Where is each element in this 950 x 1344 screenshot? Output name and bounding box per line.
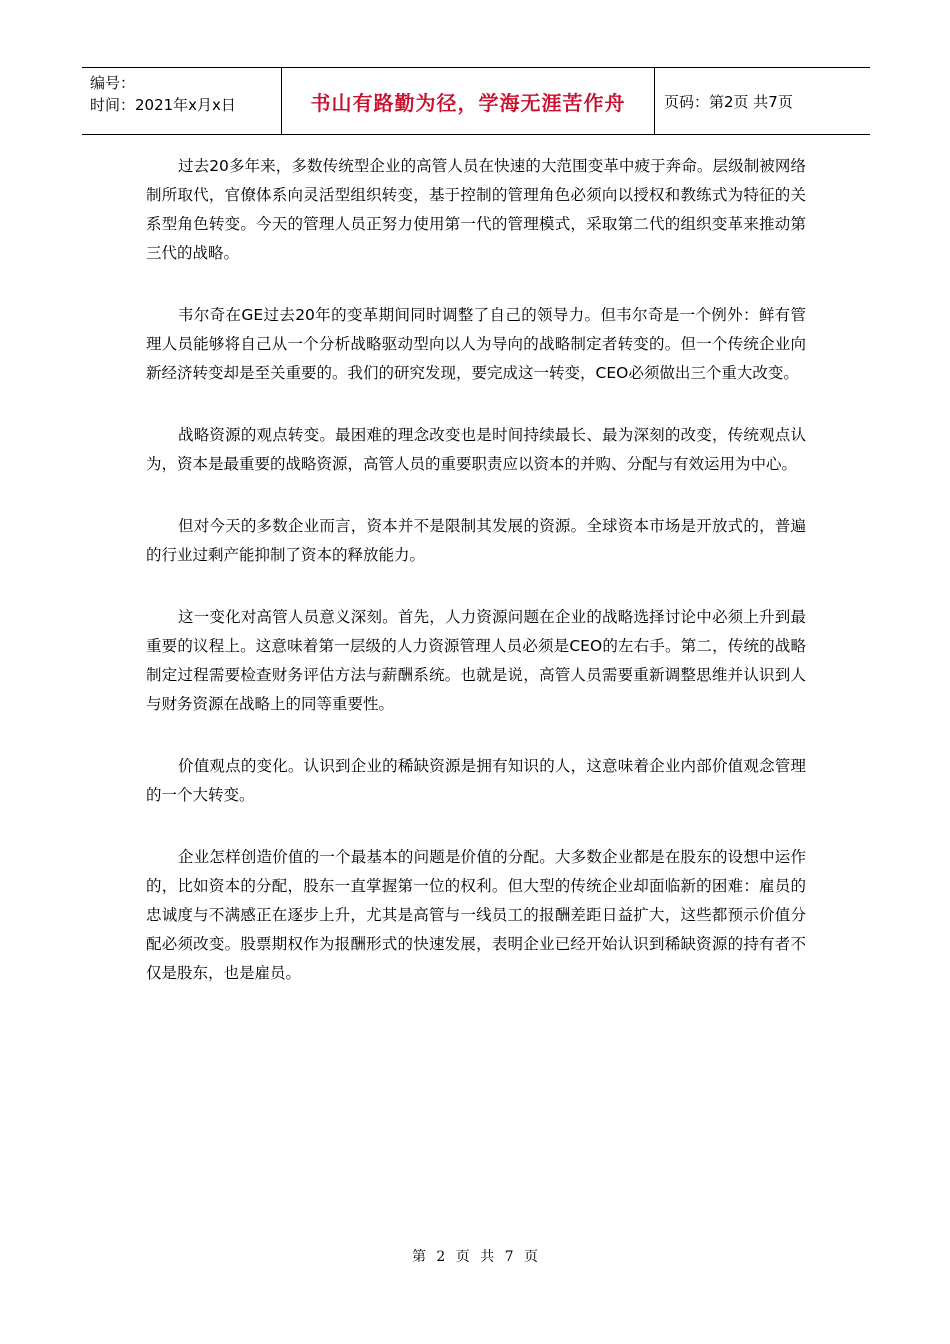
header-motto-cell — [282, 68, 655, 134]
footer-page-number: 第 2 页 共 7 页 — [411, 1249, 539, 1265]
page-footer — [0, 1246, 950, 1266]
document-header — [82, 67, 870, 135]
body-paragraph-5: 这一变化对高管人员意义深刻。首先，人力资源问题在企业的战略选择讨论中必须上升到最重要的议程上。这意味着第一层级的人力资源管理人员必须是CEO的左右手。第二，传统的战略制定过程需要检查财务评估方法与薪酬系统。也就是说，高管人员需要重新调整思维并认识到人与财务资源在战略上的同等重要性。 — [146, 608, 806, 713]
body-paragraph-3: 战略资源的观点转变。最困难的理念改变也是时间持续最长、最为深刻的改变，传统观点认为，资本是最重要的战略资源，高管人员的重要职责应以资本的并购、分配与有效运用为中心。 — [146, 426, 806, 473]
body-paragraph-1: 过去20多年来，多数传统型企业的高管人员在快速的大范围变革中疲于奔命。层级制被网络制所取代，官僚体系向灵活型组织转变，基于控制的管理角色必须向以授权和教练式为特征的关系型角色转变。今天的管理人员正努力使用第一代的管理模式，采取第二代的组织变革来推动第三代的战略。 — [146, 157, 806, 262]
header-page-label: 页码：第2页 共7页 — [664, 92, 793, 111]
document-number-label: 编号： — [90, 74, 136, 92]
body-paragraph-6: 价值观点的变化。认识到企业的稀缺资源是拥有知识的人，这意味着企业内部价值观念管理的一个大转变。 — [146, 757, 806, 804]
header-motto: 书山有路勤为径，学海无涯苦作舟 — [310, 90, 626, 115]
body-paragraph-2: 韦尔奇在GE过去20年的变革期间同时调整了自己的领导力。但韦尔奇是一个例外：鲜有管理人员能够将自己从一个分析战略驱动型向以人为导向的战略制定者转变的。但一个传统企业向新经济转变却是至关重要的。我们的研究发现，要完成这一转变，CEO必须做出三个重大改变。 — [146, 306, 806, 382]
body-paragraph-7: 企业怎样创造价值的一个最基本的问题是价值的分配。大多数企业都是在股东的设想中运作的，比如资本的分配，股东一直掌握第一位的权利。但大型的传统企业却面临新的困难：雇员的忠诚度与不满感正在逐步上升，尤其是高管与一线员工的报酬差距日益扩大，这些都预示价值分配必须改变。股票期权作为报酬形式的快速发展，表明企业已经开始认识到稀缺资源的持有者不仅是股东，也是雇员。 — [146, 848, 806, 982]
document-date-label: 时间：2021年x月x日 — [90, 96, 236, 114]
document-body — [146, 152, 806, 1021]
body-paragraph-4: 但对今天的多数企业而言，资本并不是限制其发展的资源。全球资本市场是开放式的，普遍的行业过剩产能抑制了资本的释放能力。 — [146, 517, 806, 564]
header-page-cell — [655, 68, 870, 134]
header-meta-cell — [82, 68, 282, 134]
